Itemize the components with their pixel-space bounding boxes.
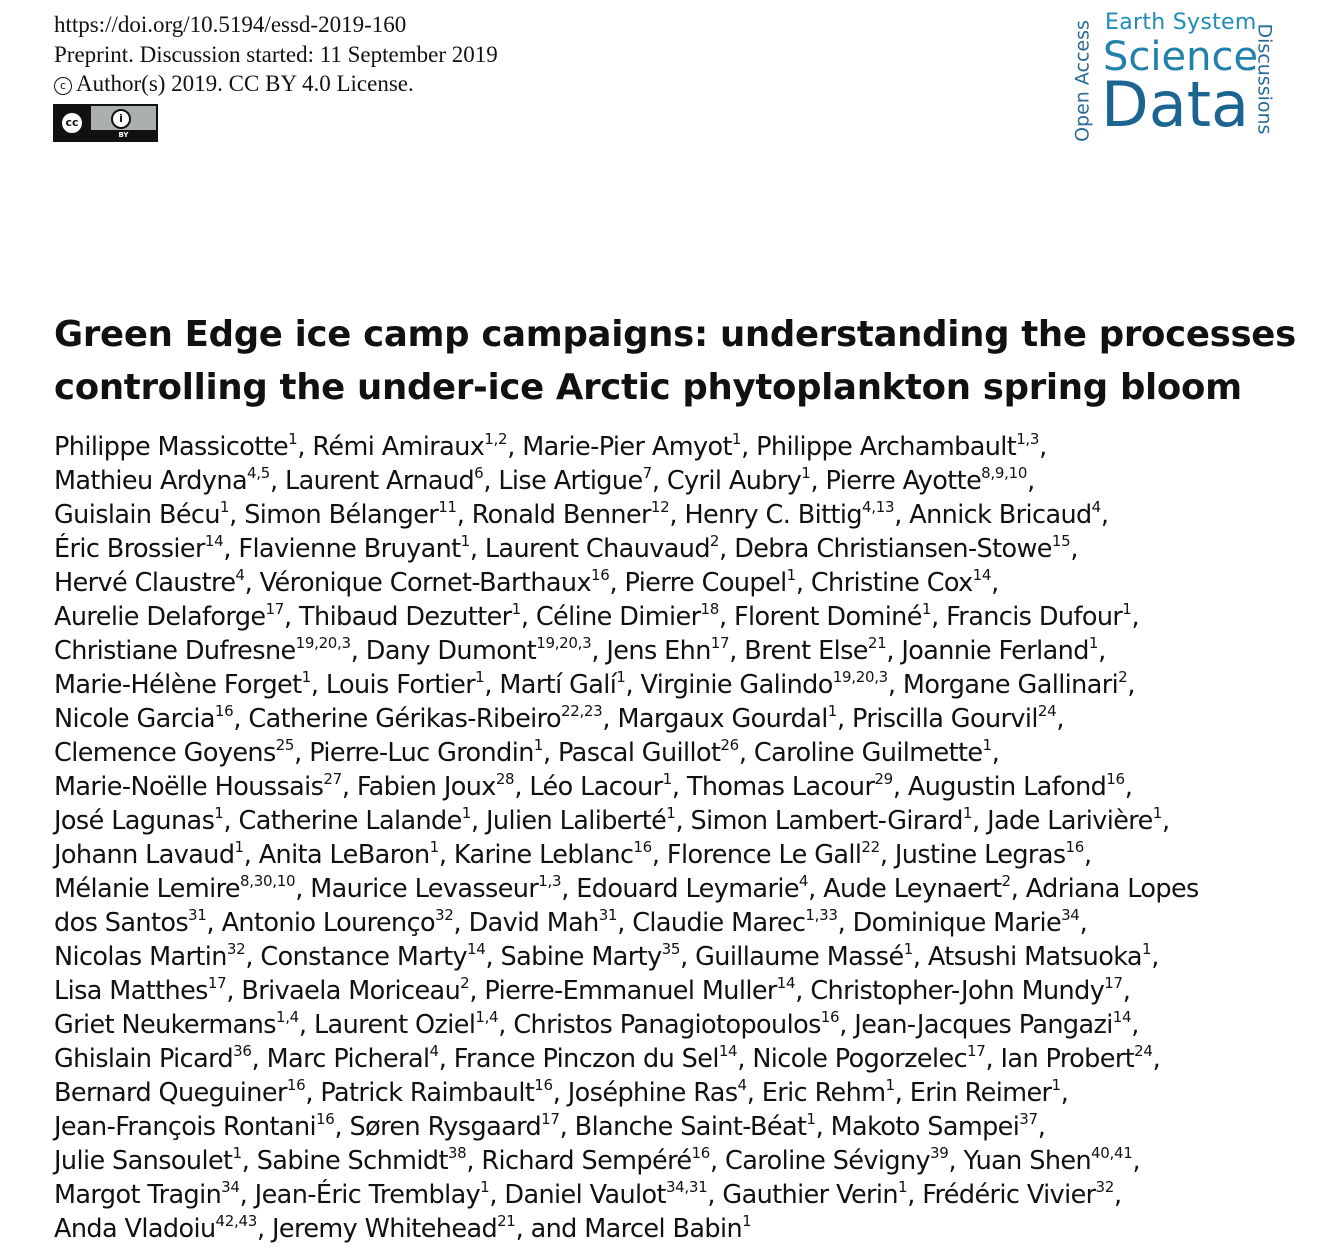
author-name: Laurent Oziel	[313, 1010, 476, 1040]
author-affiliation: 4	[798, 872, 809, 890]
author-affiliation: 1	[1051, 1076, 1061, 1094]
author-affiliation: 4	[1091, 498, 1101, 516]
author-affiliation: 17	[207, 974, 227, 992]
author-name: Dany Dumont	[365, 636, 537, 666]
author-affiliation: 40,41	[1091, 1144, 1133, 1162]
author-name: Antonio Lourenço	[221, 908, 436, 938]
author-affiliation: 1	[511, 600, 521, 618]
author-affiliation: 1	[1141, 940, 1152, 958]
author-name: Lisa Matthes	[54, 976, 208, 1006]
author-affiliation: 1	[827, 702, 837, 720]
author-affiliation: 17	[541, 1110, 560, 1128]
author-name: Aurelie Delaforge	[54, 602, 266, 632]
author-affiliation: 1	[1152, 804, 1162, 822]
author-name: Simon Bélanger	[244, 500, 439, 530]
author-name: Mathieu Ardyna	[54, 466, 247, 496]
author-name: Christopher-John Mundy	[810, 976, 1105, 1006]
author-affiliation: 1	[801, 464, 811, 482]
author-name: Pierre Ayotte	[825, 466, 982, 496]
author-affiliation: 31	[188, 906, 207, 924]
author-affiliation: 1	[885, 1076, 895, 1094]
author-affiliation: 17	[265, 600, 285, 618]
author-affiliation: 4	[429, 1042, 439, 1060]
author-affiliation: 28	[495, 770, 515, 788]
author-name: Flavienne Bruyant	[238, 534, 461, 564]
author-affiliation: 14	[972, 566, 992, 584]
author-line: Bernard Queguiner$^{16}$, Patrick Raimbault$^{16}$, Joséphine Ras$^4$, Eric Rehm$^1$, Erin Reimer$^1$,	[54, 1076, 1069, 1108]
author-affiliation: 2	[709, 532, 720, 550]
author-affiliation: 32	[1095, 1178, 1115, 1196]
author-name: Catherine Lalande	[238, 806, 462, 836]
author-affiliation: 37	[1019, 1110, 1038, 1128]
author-affiliation: 38	[447, 1144, 467, 1162]
author-affiliation: 14	[1112, 1008, 1132, 1026]
author-name: Gauthier Verin	[722, 1180, 898, 1210]
author-name: Éric Brossier	[54, 534, 205, 564]
author-name: Marie-Pier Amyot	[522, 432, 732, 462]
license-line	[54, 69, 498, 99]
title-line-1: Green Edge ice camp campaigns: understanding the processes	[54, 314, 1296, 355]
author-name: Margaux Gourdal	[617, 704, 828, 734]
author-name: Sabine Marty	[500, 942, 662, 972]
author-name: Marc Picheral	[266, 1044, 430, 1074]
author-affiliation: 14	[718, 1042, 738, 1060]
author-affiliation: 26	[720, 736, 739, 754]
author-affiliation: 21	[497, 1212, 516, 1230]
author-affiliation: 4,13	[862, 498, 895, 516]
author-name: Johann Lavaud	[54, 840, 235, 870]
author-name: Maurice Levasseur	[310, 874, 539, 904]
author-line: Christiane Dufresne$^{19,20,3}$, Dany Dumont$^{19,20,3}$, Jens Ehn$^{17}$, Brent Else$^{21}$, Joannie Ferland$^1$,	[54, 634, 1106, 666]
author-name: Christiane Dufresne	[54, 636, 296, 666]
author-line: Clemence Goyens$^{25}$, Pierre-Luc Grondin$^1$, Pascal Guillot$^{26}$, Caroline Guilmette$^1$,	[54, 736, 1000, 768]
author-name: Ronald Benner	[471, 500, 651, 530]
author-line: Philippe Massicotte$^1$, Rémi Amiraux$^{1,2}$, Marie-Pier Amyot$^1$, Philippe Archambault$^{1,3}$,	[54, 430, 1047, 462]
author-affiliation: 1	[903, 940, 913, 958]
author-line: Mélanie Lemire$^{8,30,10}$, Maurice Levasseur$^{1,3}$, Edouard Leymarie$^4$, Aude Leynaert$^2$, Adriana Lopes	[54, 872, 1199, 904]
author-name: Philippe Massicotte	[54, 432, 289, 462]
author-line: Ghislain Picard$^{36}$, Marc Picheral$^4$, France Pinczon du Sel$^{14}$, Nicole Pogorzelec$^{17}$, Ian Probert$^{24}$,	[54, 1042, 1161, 1074]
author-affiliation: 29	[874, 770, 893, 788]
author-name: Constance Marty	[260, 942, 468, 972]
author-name: Fabien Joux	[356, 772, 496, 802]
author-name: Sabine Schmidt	[256, 1146, 448, 1176]
author-name: Pierre Coupel	[624, 568, 787, 598]
logo-data: Data	[1101, 68, 1250, 141]
author-name: Ian Probert	[1000, 1044, 1135, 1074]
author-name: Pascal Guillot	[558, 738, 721, 768]
author-name: Brent Else	[744, 636, 868, 666]
author-affiliation: 1	[897, 1178, 908, 1196]
author-affiliation: 4	[737, 1076, 747, 1094]
cc-icon: cc	[60, 111, 84, 135]
author-name: Joséphine Ras	[567, 1078, 738, 1108]
author-name: Richard Sempéré	[481, 1146, 692, 1176]
author-name: Simon Lambert-Girard	[690, 806, 963, 836]
author-name: Henry C. Bittig	[684, 500, 863, 530]
author-name: Guislain Bécu	[54, 500, 220, 530]
author-name: Clemence Goyens	[54, 738, 276, 768]
author-name: Caroline Guilmette	[753, 738, 983, 768]
author-name: Laurent Chauvaud	[484, 534, 710, 564]
author-name: Anda Vladoiu	[54, 1214, 216, 1244]
author-line: Marie-Hélène Forget$^1$, Louis Fortier$^1$, Martí Galí$^1$, Virginie Galindo$^{19,20,3}$, Morgane Gallinari$^2$,	[54, 668, 1135, 700]
author-name: Annick Bricaud	[909, 500, 1092, 530]
author-line: Hervé Claustre$^4$, Véronique Cornet-Barthaux$^{16}$, Pierre Coupel$^1$, Christine Cox$^{14}$,	[54, 566, 999, 598]
author-affiliation: 1	[921, 600, 932, 618]
author-name: Thibaud Dezutter	[299, 602, 512, 632]
author-name: Claudie Marec	[632, 908, 806, 938]
author-affiliation: 1	[232, 1144, 242, 1162]
author-line: Griet Neukermans$^{1,4}$, Laurent Oziel$^{1,4}$, Christos Panagiotopoulos$^{16}$, Jean-Jacques Pangazi$^{14}$,	[54, 1008, 1139, 1040]
article-metadata	[54, 10, 498, 99]
author-name: Daniel Vaulot	[504, 1180, 666, 1210]
author-name: Lise Artigue	[498, 466, 643, 496]
author-affiliation: 34,31	[665, 1178, 708, 1196]
author-affiliation: 1	[806, 1110, 816, 1128]
author-name: Nicole Pogorzelec	[752, 1044, 967, 1074]
author-name: Søren Rysgaard	[349, 1112, 542, 1142]
author-name: Justine Legras	[894, 840, 1066, 870]
author-affiliation: 19,20,3	[295, 634, 351, 652]
author-affiliation: 34	[221, 1178, 240, 1196]
author-name: Edouard Leymarie	[576, 874, 799, 904]
author-name: Patrick Raimbault	[320, 1078, 535, 1108]
author-affiliation: 32	[226, 940, 246, 958]
author-name: Ghislain Picard	[54, 1044, 234, 1074]
author-name: Mélanie Lemire	[54, 874, 241, 904]
author-name: Anita LeBaron	[258, 840, 430, 870]
title-line-2: controlling the under-ice Arctic phytoplankton spring bloom	[54, 367, 1242, 408]
author-name: dos Santos	[54, 908, 189, 938]
author-line: Julie Sansoulet$^1$, Sabine Schmidt$^{38}$, Richard Sempéré$^{16}$, Caroline Sévigny$^{39}$, Yuan Shen$^{40,41}$,	[54, 1144, 1141, 1176]
author-affiliation: 1,3	[1016, 430, 1040, 448]
author-affiliation: 24	[1134, 1042, 1153, 1060]
author-affiliation: 19,20,3	[536, 634, 592, 652]
author-affiliation: 1	[1122, 600, 1132, 618]
author-line: Guislain Bécu$^1$, Simon Bélanger$^{11}$, Ronald Benner$^{12}$, Henry C. Bittig$^{4,13}$, Annick Bricaud$^4$,	[54, 498, 1109, 530]
author-name: Makoto Sampei	[830, 1112, 1020, 1142]
author-name: Marie-Noëlle Houssais	[54, 772, 324, 802]
author-affiliation: 25	[275, 736, 295, 754]
author-name: Marie-Hélène Forget	[54, 670, 302, 700]
author-name: Jean-Jacques Pangazi	[854, 1010, 1113, 1040]
copyright-icon: c	[54, 77, 72, 95]
author-affiliation: 1	[786, 566, 796, 584]
author-name: Catherine Gérikas-Ribeiro	[248, 704, 561, 734]
author-affiliation: 8,9,10	[981, 464, 1028, 482]
author-name: Francis Dufour	[946, 602, 1123, 632]
author-affiliation: 1	[533, 736, 544, 754]
author-affiliation: 11	[438, 498, 457, 516]
author-affiliation: 19,20,3	[832, 668, 888, 686]
author-affiliation: 16	[1106, 770, 1125, 788]
author-affiliation: 4	[235, 566, 245, 584]
author-name: Bernard Queguiner	[54, 1078, 287, 1108]
author-name: Nicolas Martin	[54, 942, 227, 972]
author-affiliation: 1,3	[538, 872, 562, 890]
author-affiliation: 16	[820, 1008, 840, 1026]
author-line: Éric Brossier$^{14}$, Flavienne Bruyant$^1$, Laurent Chauvaud$^2$, Debra Christiansen-Stowe$^{15}$,	[54, 532, 1078, 564]
author-name: Guillaume Massé	[695, 942, 904, 972]
author-affiliation: 1	[962, 804, 973, 822]
doi-link[interactable]: https://doi.org/10.5194/essd-2019-160	[54, 12, 407, 37]
author-line: José Lagunas$^1$, Catherine Lalande$^1$, Julien Laliberté$^1$, Simon Lambert-Girard$^1$, Jade Larivière$^1$,	[54, 804, 1170, 836]
author-line: Jean-François Rontani$^{16}$, Søren Rysgaard$^{17}$, Blanche Saint-Béat$^1$, Makoto Sampei$^{37}$,	[54, 1110, 1046, 1142]
author-name: Adriana Lopes	[1025, 874, 1199, 904]
author-line: Nicole Garcia$^{16}$, Catherine Gérikas-Ribeiro$^{22,23}$, Margaux Gourdal$^1$, Priscilla Gourvil$^{24}$,	[54, 702, 1064, 734]
author-name: France Pinczon du Sel	[453, 1044, 719, 1074]
author-affiliation: 16	[214, 702, 234, 720]
author-affiliation: 22	[861, 838, 880, 856]
author-affiliation: 1	[234, 838, 244, 856]
author-affiliation: 1	[1088, 634, 1099, 652]
author-affiliation: 1	[460, 532, 470, 550]
author-affiliation: 1	[982, 736, 992, 754]
cc-by-license-badge[interactable]	[53, 104, 158, 142]
author-name: Véronique Cornet-Barthaux	[259, 568, 591, 598]
author-affiliation: 2	[460, 974, 470, 992]
author-name: Joannie Ferland	[901, 636, 1089, 666]
logo-discussions: Discussions	[1253, 23, 1276, 135]
author-affiliation: 1	[662, 770, 672, 788]
author-affiliation: 16	[534, 1076, 553, 1094]
author-affiliation: 12	[650, 498, 670, 516]
author-affiliation: 22,23	[560, 702, 603, 720]
author-affiliation: 1	[475, 668, 485, 686]
author-affiliation: 6	[474, 464, 484, 482]
author-name: Céline Dimier	[535, 602, 701, 632]
author-affiliation: 1	[461, 804, 471, 822]
author-affiliation: 15	[1051, 532, 1071, 550]
author-name: Thomas Lacour	[686, 772, 875, 802]
author-affiliation: 35	[661, 940, 681, 958]
author-affiliation: 1	[731, 430, 742, 448]
author-name: Morgane Gallinari	[902, 670, 1119, 700]
author-affiliation: 16	[691, 1144, 711, 1162]
author-name: Philippe Archambault	[756, 432, 1017, 462]
author-line: Margot Tragin$^{34}$, Jean-Éric Tremblay$^1$, Daniel Vaulot$^{34,31}$, Gauthier Verin$^1$, Frédéric Vivier$^{32}$,	[54, 1178, 1122, 1210]
author-affiliation: 16	[590, 566, 610, 584]
author-line: Mathieu Ardyna$^{4,5}$, Laurent Arnaud$^6$, Lise Artigue$^7$, Cyril Aubry$^1$, Pierre Ayotte$^{8,9,10}$,	[54, 464, 1035, 496]
author-name: Julien Laliberté	[485, 806, 667, 836]
author-affiliation: 21	[867, 634, 887, 652]
author-affiliation: 34	[1061, 906, 1080, 924]
author-affiliation: 39	[930, 1144, 949, 1162]
author-name: Jean-François Rontani	[54, 1112, 316, 1142]
author-name: Eric Rehm	[761, 1078, 886, 1108]
author-name: Erin Reimer	[909, 1078, 1052, 1108]
author-affiliation: 16	[286, 1076, 306, 1094]
author-affiliation: 14	[467, 940, 486, 958]
author-name: Yuan Shen	[963, 1146, 1092, 1176]
author-line: Marie-Noëlle Houssais$^{27}$, Fabien Joux$^{28}$, Léo Lacour$^1$, Thomas Lacour$^{29}$, Augustin Lafond$^{16}$,	[54, 770, 1133, 802]
author-name: Hervé Claustre	[54, 568, 236, 598]
author-name: Aude Leynaert	[823, 874, 1002, 904]
author-affiliation: 17	[967, 1042, 986, 1060]
license-text: Author(s) 2019. CC BY 4.0 License.	[76, 71, 414, 96]
author-line: dos Santos$^{31}$, Antonio Lourenço$^{32}$, David Mah$^{31}$, Claudie Marec$^{1,33}$, Dominique Marie$^{34}$,	[54, 906, 1088, 938]
author-line: Johann Lavaud$^1$, Anita LeBaron$^1$, Karine Leblanc$^{16}$, Florence Le Gall$^{22}$, Justine Legras$^{16}$,	[54, 838, 1092, 870]
author-affiliation: 1	[616, 668, 626, 686]
author-affiliation: 31	[598, 906, 618, 924]
author-name: David Mah	[468, 908, 599, 938]
author-affiliation: 36	[233, 1042, 252, 1060]
author-name: Florence Le Gall	[666, 840, 862, 870]
author-affiliation: 16	[316, 1110, 335, 1128]
author-name: Nicole Garcia	[54, 704, 215, 734]
author-name: Cyril Aubry	[666, 466, 802, 496]
author-name: Louis Fortier	[325, 670, 476, 700]
author-affiliation: 16	[633, 838, 652, 856]
author-name: Atsushi Matsuoka	[927, 942, 1142, 972]
author-name: Priscilla Gourvil	[852, 704, 1038, 734]
author-affiliation: 17	[1104, 974, 1123, 992]
by-label: BY	[91, 130, 156, 140]
author-affiliation: 1	[742, 1212, 752, 1230]
author-affiliation: 27	[323, 770, 342, 788]
author-affiliation: 1,4	[475, 1008, 499, 1026]
author-line: Anda Vladoiu$^{42,43}$, Jeremy Whitehead$^{21}$, and Marcel Babin$^1$	[54, 1212, 752, 1244]
author-name: Jean-Éric Tremblay	[254, 1180, 481, 1210]
author-affiliation: 1	[214, 804, 224, 822]
author-name: Martí Galí	[499, 670, 617, 700]
author-name: Karine Leblanc	[453, 840, 634, 870]
author-affiliation: 8,30,10	[240, 872, 296, 890]
journal-logo	[1070, 8, 1285, 142]
preprint-date: Preprint. Discussion started: 11 September 2019	[54, 41, 498, 67]
author-line: Aurelie Delaforge$^{17}$, Thibaud Dezutter$^1$, Céline Dimier$^{18}$, Florent Dominé$^1$, Francis Dufour$^1$,	[54, 600, 1140, 632]
author-list	[54, 430, 1199, 1246]
author-affiliation: 16	[1065, 838, 1085, 856]
author-affiliation: 18	[700, 600, 719, 618]
author-name: José Lagunas	[54, 806, 215, 836]
author-affiliation: 1	[480, 1178, 490, 1196]
author-name: Caroline Sévigny	[725, 1146, 931, 1176]
author-name: Frédéric Vivier	[922, 1180, 1096, 1210]
author-name: Jeremy Whitehead	[271, 1214, 498, 1244]
author-affiliation: 1,2	[484, 430, 508, 448]
author-affiliation: 32	[435, 906, 454, 924]
author-affiliation: 14	[776, 974, 796, 992]
author-affiliation: 2	[1001, 872, 1011, 890]
author-name: Virginie Galindo	[640, 670, 833, 700]
author-name: Christine Cox	[810, 568, 973, 598]
author-name: Dominique Marie	[852, 908, 1062, 938]
author-name: Debra Christiansen-Stowe	[734, 534, 1052, 564]
logo-earth-system: Earth System	[1105, 10, 1257, 35]
author-affiliation: 42,43	[215, 1212, 257, 1230]
logo-science: Science	[1103, 34, 1259, 80]
author-name: Julie Sansoulet	[54, 1146, 233, 1176]
author-name: Brivaela Moriceau	[241, 976, 461, 1006]
author-name: Christos Panagiotopoulos	[513, 1010, 821, 1040]
author-affiliation: 1	[301, 668, 311, 686]
author-affiliation: 7	[642, 464, 652, 482]
author-affiliation: 1	[429, 838, 439, 856]
author-affiliation: 4,5	[246, 464, 270, 482]
author-line: Lisa Matthes$^{17}$, Brivaela Moriceau$^2$, Pierre-Emmanuel Muller$^{14}$, Christopher-John Mundy$^{17}$,	[54, 974, 1131, 1006]
author-name: Rémi Amiraux	[312, 432, 485, 462]
person-attribution-icon: i	[111, 109, 131, 129]
author-name: Blanche Saint-Béat	[574, 1112, 807, 1142]
author-affiliation: 1	[219, 498, 230, 516]
author-name: Laurent Arnaud	[284, 466, 475, 496]
author-name: Augustin Lafond	[907, 772, 1107, 802]
author-affiliation: 14	[204, 532, 224, 550]
author-line: Nicolas Martin$^{32}$, Constance Marty$^{14}$, Sabine Marty$^{35}$, Guillaume Massé$^1$, Atsushi Matsuoka$^1$,	[54, 940, 1159, 972]
author-name: Jens Ehn	[606, 636, 711, 666]
author-name: Pierre-Luc Grondin	[309, 738, 534, 768]
author-name: Pierre-Emmanuel Muller	[484, 976, 777, 1006]
logo-open-access: Open Access	[1071, 20, 1094, 142]
author-affiliation: 1,33	[805, 906, 838, 924]
author-affiliation: 1	[288, 430, 298, 448]
author-affiliation: 24	[1037, 702, 1057, 720]
author-name: Margot Tragin	[54, 1180, 222, 1210]
author-affiliation: 1,4	[275, 1008, 299, 1026]
author-name: Griet Neukermans	[54, 1010, 276, 1040]
author-name: and Marcel Babin	[530, 1214, 743, 1244]
author-name: Jade Larivière	[987, 806, 1153, 836]
author-affiliation: 2	[1118, 668, 1128, 686]
author-name: Léo Lacour	[529, 772, 663, 802]
author-name: Florent Dominé	[733, 602, 922, 632]
author-affiliation: 1	[666, 804, 676, 822]
paper-title	[54, 308, 1296, 414]
author-affiliation: 17	[710, 634, 730, 652]
